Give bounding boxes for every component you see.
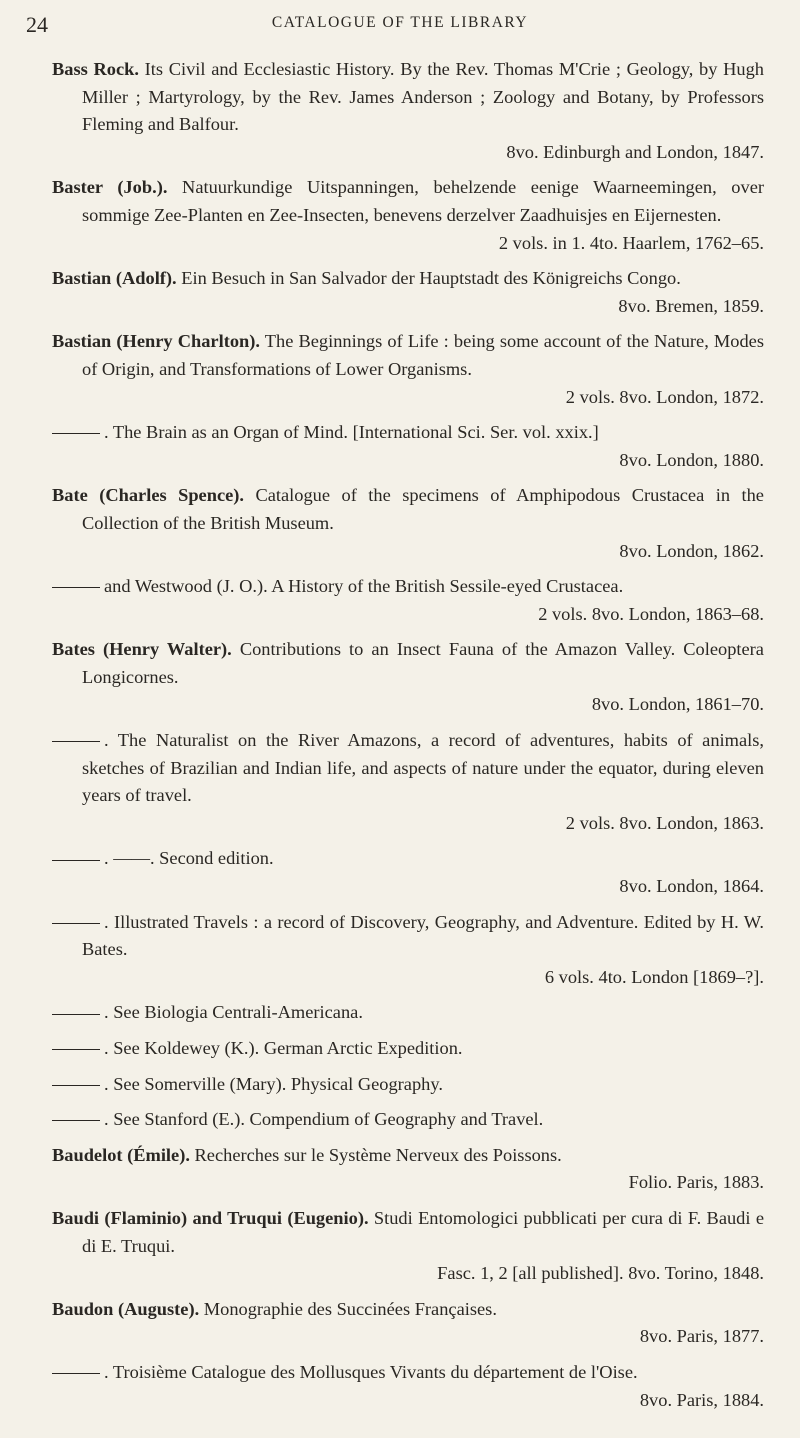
ditto-dash <box>52 1074 104 1094</box>
entry-imprint: 6 vols. 4to. London [1869–?]. <box>544 966 764 987</box>
entry-bates-see-biologia <box>52 999 764 1027</box>
entry-baudon <box>52 1296 764 1351</box>
entry-body: . Troisième Catalogue des Mollusques Vivants du département de l'Oise. <box>104 1361 638 1382</box>
entry-body: The Beginnings of Life : being some account of the Nature, Modes of Origin, and Transformations of Lower Organisms. <box>82 331 764 379</box>
entry-bates-see-stanford <box>52 1106 764 1134</box>
entry-heading: Bates (Henry Walter). <box>52 639 232 660</box>
entry-heading: Baudon (Auguste). <box>52 1298 200 1319</box>
entry-body: . ——. Second edition. <box>104 848 274 869</box>
entry-imprint: 2 vols. 8vo. London, 1863–68. <box>538 603 764 624</box>
entry-baster <box>52 174 764 257</box>
entry-bass-rock <box>52 56 764 166</box>
entry-body: Contributions to an Insect Fauna of the Amazon Valley. Coleoptera Longicornes. <box>82 639 764 687</box>
entry-body: Recherches sur le Système Nerveux des Poissons. <box>194 1144 562 1165</box>
entry-imprint: 2 vols. in 1. 4to. Haarlem, 1762–65. <box>498 232 764 253</box>
entry-heading: Bastian (Henry Charlton). <box>52 331 260 352</box>
ditto-dash <box>52 912 104 932</box>
ditto-dash <box>52 730 104 750</box>
entry-imprint: Fasc. 1, 2 [all published]. 8vo. Torino, 1848. <box>437 1263 764 1284</box>
ditto-dash <box>52 1362 104 1382</box>
entry-bate-westwood <box>52 573 764 628</box>
entry-heading: Baudelot (Émile). <box>52 1144 190 1165</box>
page-number: 24 <box>26 12 48 37</box>
entry-imprint: 8vo. London, 1880. <box>619 449 764 470</box>
entry-body: Its Civil and Ecclesiastic History. By the Rev. Thomas M'Crie ; Geology, by Hugh Miller ; Martyrology, by the Rev. James Anderson ; Zoology and Botany, by Professors Fleming and Balfour. <box>82 59 765 135</box>
entry-imprint: 2 vols. 8vo. London, 1872. <box>565 386 764 407</box>
entry-body: Natuurkundige Uitspanningen, behelzende eenige Waarneemingen, over sommige Zee-Planten en Zee-Insecten, benevens derzelver Zaadhuisjes en Eijernesten. <box>82 177 764 225</box>
entry-baudi <box>52 1205 764 1288</box>
entry-imprint: 8vo. London, 1861–70. <box>591 694 764 715</box>
entry-body: . Illustrated Travels : a record of Discovery, Geography, and Adventure. Edited by H. W. Bates. <box>82 911 764 960</box>
entry-heading: Bass Rock. <box>52 59 139 79</box>
entry-heading: Bate (Charles Spence). <box>52 485 244 506</box>
cross-reference: . See Somerville (Mary). Physical Geography. <box>104 1073 443 1094</box>
entry-heading: Baster (Job.). <box>52 177 168 198</box>
entry-imprint: 8vo. London, 1862. <box>619 540 764 561</box>
cross-reference: . See Koldewey (K.). German Arctic Expedition. <box>104 1038 463 1058</box>
entry-baudon-troisieme <box>52 1359 764 1414</box>
entry-body: Monographie des Succinées Françaises. <box>203 1298 497 1319</box>
ditto-dash <box>52 1109 104 1129</box>
ditto-dash <box>52 422 104 442</box>
entry-imprint: 8vo. Edinburgh and London, 1847. <box>506 141 764 162</box>
ditto-dash <box>52 848 104 868</box>
entry-bates-illustrated-travels <box>52 909 764 992</box>
entry-body: . The Brain as an Organ of Mind. [International Sci. Ser. vol. xxix.] <box>104 422 599 443</box>
running-head: CATALOGUE OF THE LIBRARY <box>271 14 529 31</box>
ditto-dash <box>52 1002 104 1022</box>
entry-bate <box>52 482 764 565</box>
entry-imprint: 8vo. London, 1864. <box>619 876 764 897</box>
entry-body: Studi Entomologici pubblicati per cura di F. Baudi e di E. Truqui. <box>82 1207 764 1256</box>
entry-heading: Bastian (Adolf). <box>52 268 177 289</box>
entry-bastian-henry <box>52 328 764 411</box>
entry-imprint: 2 vols. 8vo. London, 1863. <box>565 812 764 833</box>
entry-imprint: Folio. Paris, 1883. <box>628 1172 764 1193</box>
entry-imprint: 8vo. Paris, 1884. <box>639 1389 764 1410</box>
entry-bastian-adolf <box>52 265 764 320</box>
entry-bastian-brain <box>52 419 764 474</box>
entry-heading: Baudi (Flaminio) and Truqui (Eugenio). <box>52 1207 369 1228</box>
entry-imprint: 8vo. Bremen, 1859. <box>618 295 764 316</box>
entry-body: Ein Besuch in San Salvador der Hauptstadt des Königreichs Congo. <box>181 268 681 289</box>
cross-reference: . See Biologia Centrali-Americana. <box>104 1002 363 1023</box>
entry-body: Catalogue of the specimens of Amphipodous Crustacea in the Collection of the British Museum. <box>82 485 764 533</box>
cross-reference: . See Stanford (E.). Compendium of Geography and Travel. <box>104 1109 544 1130</box>
ditto-dash <box>52 1038 104 1058</box>
entry-baudelot <box>52 1142 764 1197</box>
entry-body: and Westwood (J. O.). A History of the British Sessile-eyed Crustacea. <box>104 576 624 597</box>
entry-bates-see-somerville <box>52 1071 764 1099</box>
entry-bates <box>52 636 764 719</box>
entry-bates-see-koldewey <box>52 1035 764 1063</box>
ditto-dash <box>52 576 104 596</box>
entry-imprint: 8vo. Paris, 1877. <box>639 1326 764 1347</box>
entry-bates-naturalist <box>52 727 764 837</box>
entry-bates-second-edition <box>52 845 764 900</box>
entry-body: . The Naturalist on the River Amazons, a record of adventures, habits of animals, sketches of Brazilian and Indian life, and aspects of nature under the equator, during eleven years of travel. <box>82 730 764 806</box>
entry-list <box>52 56 764 1422</box>
